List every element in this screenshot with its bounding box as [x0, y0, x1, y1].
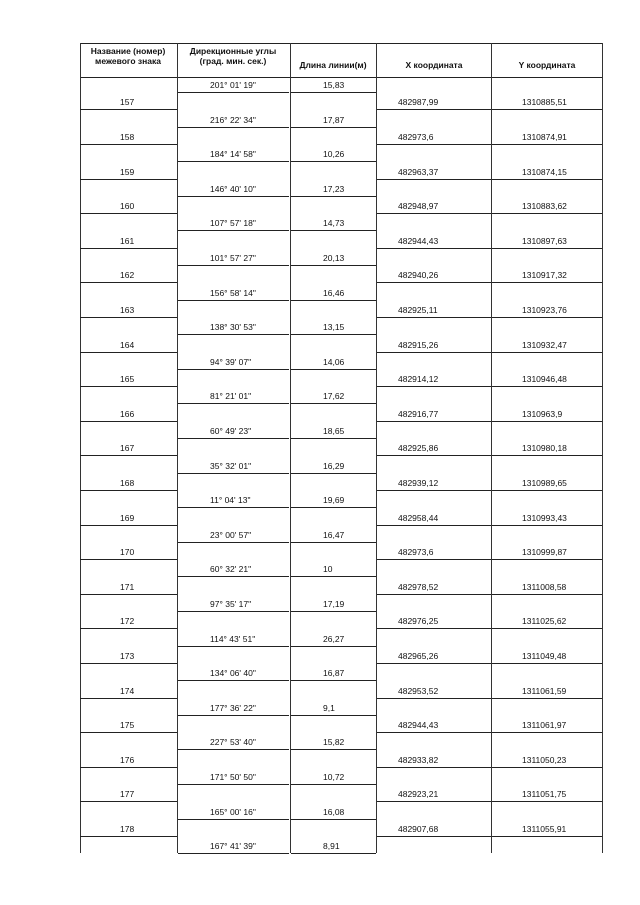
row-rule — [178, 784, 289, 785]
row-rule — [291, 646, 376, 647]
row-rule — [178, 196, 289, 197]
row-rule — [291, 92, 376, 93]
y-coordinate: 1310993,43 — [522, 512, 567, 523]
direction-angle: 184° 14' 58" — [210, 149, 256, 160]
x-coordinate: 482944,43 — [398, 720, 439, 731]
row-rule — [80, 767, 177, 768]
row-rule — [291, 853, 376, 854]
x-coordinate: 482907,68 — [398, 823, 439, 834]
x-coordinate: 482925,11 — [398, 304, 438, 315]
y-coordinate: 1311061,97 — [522, 720, 567, 731]
x-coordinate: 482914,12 — [398, 374, 439, 385]
row-rule — [492, 317, 602, 318]
line-length: 18,65 — [323, 426, 345, 436]
header-y-coordinate: Y координата — [518, 60, 576, 70]
direction-angle: 23° 00' 57" — [210, 529, 252, 540]
row-rule — [492, 801, 602, 802]
point-number: 157 — [120, 97, 135, 108]
row-rule — [80, 628, 177, 629]
direction-angle: 81° 21' 01" — [210, 391, 252, 402]
line-length: 10,26 — [323, 149, 345, 160]
row-rule — [178, 300, 289, 301]
row-rule — [178, 680, 289, 681]
line-length: 16,08 — [323, 806, 345, 817]
row-rule — [492, 698, 602, 699]
row-rule — [492, 144, 602, 145]
x-coordinate: 482965,26 — [398, 650, 439, 661]
row-rule — [80, 144, 177, 145]
x-coordinate: 482953,52 — [398, 685, 439, 696]
row-rule — [80, 663, 177, 664]
row-rule — [178, 369, 289, 370]
direction-angle: 156° 58' 14" — [210, 287, 256, 298]
row-rule — [80, 179, 177, 180]
y-coordinate: 1311008,58 — [522, 581, 567, 592]
row-rule — [492, 386, 602, 387]
line-length: 17,19 — [323, 599, 345, 609]
point-number: 174 — [120, 685, 135, 696]
x-coordinate: 482916,77 — [398, 408, 439, 419]
line-length: 17,87 — [323, 114, 345, 125]
row-rule — [291, 576, 376, 577]
line-length: 10,72 — [323, 772, 345, 782]
row-rule — [80, 490, 177, 491]
y-coordinate: 1310989,65 — [522, 477, 567, 488]
row-rule — [291, 680, 376, 681]
direction-angle: 11° 04' 13" — [210, 495, 251, 506]
y-coordinate: 1310946,48 — [522, 374, 567, 385]
row-rule — [492, 213, 602, 214]
row-rule — [80, 801, 177, 802]
point-number: 162 — [120, 270, 135, 281]
row-rule — [291, 265, 376, 266]
x-coordinate: 482973,6 — [398, 547, 434, 558]
row-rule — [291, 611, 376, 612]
header-x-coordinate: X координата — [405, 60, 463, 70]
row-rule — [377, 144, 491, 145]
point-number: 167 — [120, 443, 135, 454]
row-rule — [492, 490, 602, 491]
line-length: 16,47 — [323, 529, 345, 540]
row-rule — [492, 732, 602, 733]
point-number: 169 — [120, 512, 135, 523]
header-top-line — [80, 43, 603, 44]
row-rule — [291, 369, 376, 370]
row-rule — [80, 525, 177, 526]
line-length: 14,06 — [323, 356, 345, 367]
point-number: 175 — [120, 720, 135, 731]
row-rule — [178, 161, 289, 162]
y-coordinate: 1310885,51 — [522, 97, 567, 108]
row-rule — [377, 490, 491, 491]
line-length: 16,87 — [323, 668, 345, 679]
row-rule — [291, 196, 376, 197]
x-coordinate: 482948,97 — [398, 201, 439, 212]
direction-angle: 97° 35' 17" — [210, 599, 252, 609]
row-rule — [377, 559, 491, 560]
x-coordinate: 482958,44 — [398, 512, 439, 523]
row-rule — [492, 282, 602, 283]
direction-angle: 60° 32' 21" — [210, 564, 252, 575]
row-rule — [377, 421, 491, 422]
line-length: 15,82 — [323, 737, 345, 748]
row-rule — [377, 109, 491, 110]
row-rule — [178, 403, 289, 404]
row-rule — [80, 109, 177, 110]
x-coordinate: 482987,99 — [398, 97, 439, 108]
x-coordinate: 482963,37 — [398, 166, 439, 177]
row-rule — [492, 559, 602, 560]
row-rule — [492, 179, 602, 180]
row-rule — [178, 715, 289, 716]
row-rule — [291, 819, 376, 820]
point-number: 178 — [120, 823, 135, 834]
y-coordinate: 1311025,62 — [522, 616, 567, 627]
row-rule — [492, 663, 602, 664]
row-rule — [291, 749, 376, 750]
direction-angle: 107° 57' 18" — [210, 218, 256, 229]
row-rule — [377, 698, 491, 699]
row-rule — [178, 92, 289, 93]
row-rule — [178, 611, 289, 612]
x-coordinate: 482925,86 — [398, 443, 439, 454]
row-rule — [377, 732, 491, 733]
y-coordinate: 1310917,32 — [522, 270, 567, 281]
line-length: 19,69 — [323, 495, 345, 506]
row-rule — [377, 767, 491, 768]
row-rule — [377, 455, 491, 456]
point-number: 165 — [120, 374, 135, 385]
row-rule — [377, 628, 491, 629]
direction-angle: 101° 57' 27" — [210, 253, 256, 263]
direction-angle: 167° 41' 39" — [210, 841, 256, 852]
row-rule — [80, 455, 177, 456]
row-rule — [80, 594, 177, 595]
row-rule — [178, 230, 289, 231]
row-rule — [492, 836, 602, 837]
direction-angle: 171° 50' 50" — [210, 772, 256, 782]
header-direction-angles: Дирекционные углы (град. мин. сек.) — [189, 46, 277, 66]
line-length: 15,83 — [323, 80, 345, 90]
row-rule — [291, 784, 376, 785]
direction-angle: 114° 43' 51" — [210, 633, 256, 644]
row-rule — [377, 352, 491, 353]
row-rule — [178, 542, 289, 543]
row-rule — [80, 421, 177, 422]
row-rule — [377, 801, 491, 802]
row-rule — [178, 473, 289, 474]
direction-angle: 227° 53' 40" — [210, 737, 256, 748]
y-coordinate: 1311055,91 — [522, 823, 567, 834]
row-rule — [492, 421, 602, 422]
direction-angle: 165° 00' 16" — [210, 806, 256, 817]
row-rule — [80, 352, 177, 353]
row-rule — [377, 248, 491, 249]
point-number: 164 — [120, 339, 135, 350]
line-length: 8,91 — [323, 841, 340, 852]
point-number: 172 — [120, 616, 135, 627]
point-number: 168 — [120, 477, 135, 488]
line-length: 20,13 — [323, 253, 345, 263]
row-rule — [291, 127, 376, 128]
row-rule — [178, 265, 289, 266]
row-rule — [178, 749, 289, 750]
point-number: 166 — [120, 408, 135, 419]
col-divider-2 — [177, 43, 178, 853]
header-bottom-line — [80, 77, 603, 78]
direction-angle: 35° 32' 01" — [210, 460, 252, 471]
row-rule — [178, 334, 289, 335]
y-coordinate: 1310923,76 — [522, 304, 567, 315]
y-coordinate: 1311050,23 — [522, 754, 567, 765]
row-rule — [178, 576, 289, 577]
point-number: 170 — [120, 547, 135, 558]
header-line-length: Длина линии(м) — [299, 60, 367, 70]
row-rule — [377, 317, 491, 318]
point-number: 173 — [120, 650, 135, 661]
row-rule — [291, 230, 376, 231]
point-number: 163 — [120, 304, 135, 315]
direction-angle: 177° 36' 22" — [210, 702, 256, 713]
row-rule — [291, 715, 376, 716]
x-coordinate: 482973,6 — [398, 131, 434, 142]
row-rule — [291, 161, 376, 162]
line-length: 17,62 — [323, 391, 345, 402]
y-coordinate: 1310932,47 — [522, 339, 567, 350]
line-length: 16,46 — [323, 287, 345, 298]
row-rule — [178, 127, 289, 128]
row-rule — [492, 525, 602, 526]
row-rule — [492, 109, 602, 110]
row-rule — [291, 300, 376, 301]
y-coordinate: 1311061,59 — [522, 685, 567, 696]
point-number: 158 — [120, 131, 135, 142]
x-coordinate: 482944,43 — [398, 235, 439, 246]
row-rule — [80, 317, 177, 318]
point-number: 160 — [120, 201, 135, 212]
row-rule — [492, 594, 602, 595]
row-rule — [80, 213, 177, 214]
line-length: 16,29 — [323, 460, 345, 471]
row-rule — [178, 507, 289, 508]
row-rule — [291, 473, 376, 474]
row-rule — [291, 438, 376, 439]
x-coordinate: 482940,26 — [398, 270, 439, 281]
y-coordinate: 1310874,15 — [522, 166, 567, 177]
row-rule — [291, 334, 376, 335]
y-coordinate: 1310999,87 — [522, 547, 567, 558]
point-number: 177 — [120, 789, 135, 800]
y-coordinate: 1311051,75 — [522, 789, 567, 800]
col-divider-3 — [290, 43, 291, 853]
x-coordinate: 482978,52 — [398, 581, 439, 592]
row-rule — [80, 248, 177, 249]
row-rule — [377, 663, 491, 664]
row-rule — [377, 836, 491, 837]
row-rule — [80, 732, 177, 733]
line-length: 26,27 — [323, 633, 345, 644]
row-rule — [377, 386, 491, 387]
row-rule — [291, 542, 376, 543]
direction-angle: 146° 40' 10" — [210, 183, 256, 194]
row-rule — [377, 594, 491, 595]
y-coordinate: 1310963,9 — [522, 408, 563, 419]
line-length: 17,23 — [323, 183, 345, 194]
point-number: 176 — [120, 754, 135, 765]
y-coordinate: 1311049,48 — [522, 650, 567, 661]
row-rule — [80, 559, 177, 560]
x-coordinate: 482939,12 — [398, 477, 439, 488]
direction-angle: 216° 22' 34" — [210, 114, 256, 125]
direction-angle: 138° 30' 53" — [210, 322, 256, 333]
point-number: 159 — [120, 166, 135, 177]
row-rule — [80, 698, 177, 699]
y-coordinate: 1310874,91 — [522, 131, 567, 142]
row-rule — [80, 836, 177, 837]
col-divider-6 — [602, 43, 603, 853]
row-rule — [492, 455, 602, 456]
x-coordinate: 482933,82 — [398, 754, 439, 765]
row-rule — [377, 282, 491, 283]
direction-angle: 94° 39' 07" — [210, 356, 252, 367]
line-length: 9,1 — [323, 702, 335, 713]
header-point-name: Название (номер) межевого знака — [90, 46, 166, 66]
line-length: 14,73 — [323, 218, 345, 229]
row-rule — [178, 646, 289, 647]
point-number: 171 — [120, 581, 135, 592]
x-coordinate: 482915,26 — [398, 339, 439, 350]
row-rule — [291, 507, 376, 508]
y-coordinate: 1310980,18 — [522, 443, 567, 454]
y-coordinate: 1310897,63 — [522, 235, 567, 246]
direction-angle: 134° 06' 40" — [210, 668, 256, 679]
row-rule — [178, 438, 289, 439]
point-number: 161 — [120, 235, 135, 246]
row-rule — [492, 628, 602, 629]
x-coordinate: 482923,21 — [398, 789, 439, 800]
row-rule — [492, 767, 602, 768]
row-rule — [178, 853, 289, 854]
x-coordinate: 482976,25 — [398, 616, 439, 627]
row-rule — [492, 352, 602, 353]
row-rule — [377, 213, 491, 214]
row-rule — [377, 179, 491, 180]
row-rule — [377, 525, 491, 526]
y-coordinate: 1310883,62 — [522, 201, 567, 212]
row-rule — [80, 386, 177, 387]
line-length: 10 — [323, 564, 333, 575]
row-rule — [492, 248, 602, 249]
row-rule — [80, 282, 177, 283]
row-rule — [291, 403, 376, 404]
row-rule — [178, 819, 289, 820]
direction-angle: 60° 49' 23" — [210, 426, 252, 436]
direction-angle: 201° 01' 19" — [210, 80, 256, 90]
line-length: 13,15 — [323, 322, 345, 333]
